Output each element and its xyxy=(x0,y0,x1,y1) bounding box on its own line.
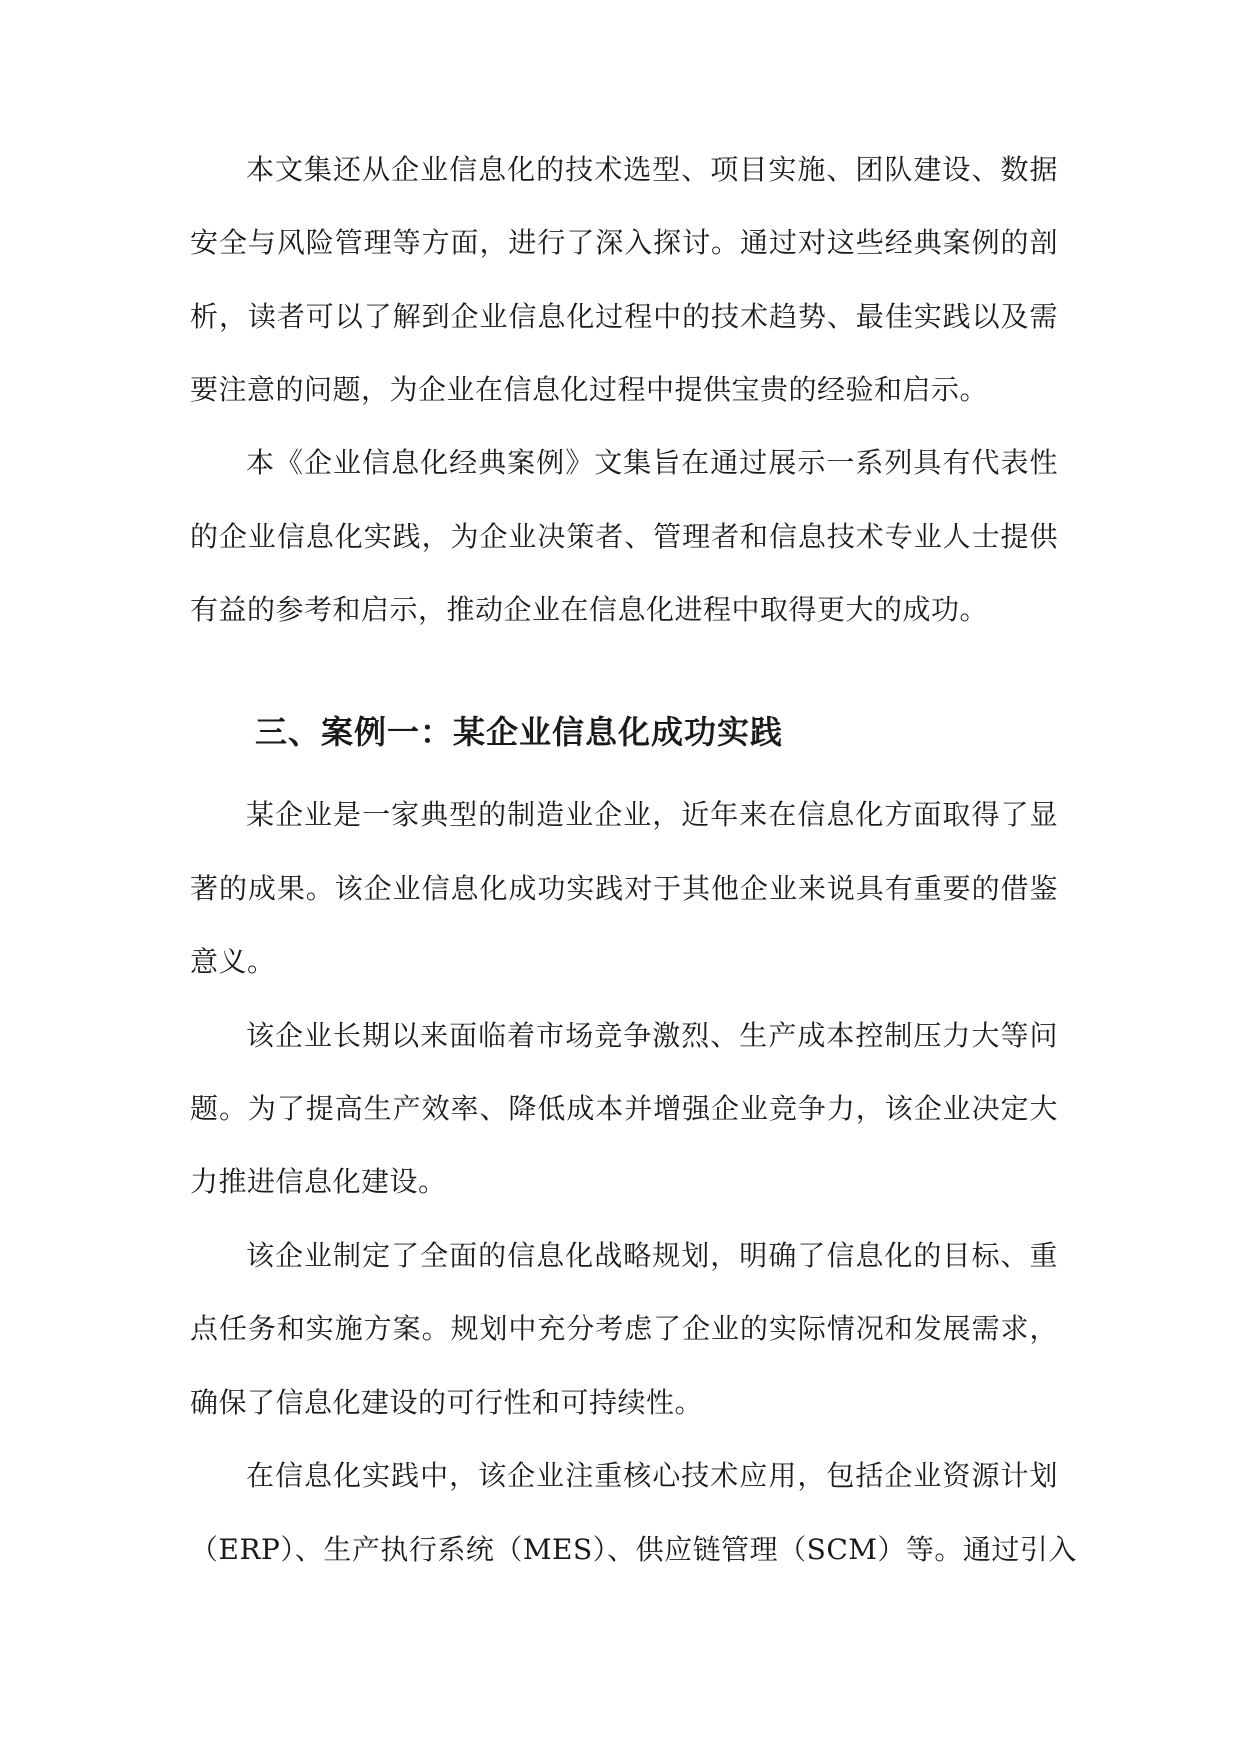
text-line: 析，读者可以了解到企业信息化过程中的技术趋势、最佳实践以及需 xyxy=(190,300,1058,333)
text-line: 确保了信息化建设的可行性和可持续性。 xyxy=(190,1386,704,1419)
text-line: 力推进信息化建设。 xyxy=(190,1165,447,1198)
text-line: 有益的参考和启示，推动企业在信息化进程中取得更大的成功。 xyxy=(190,593,989,626)
text-line: 安全与风险管理等方面，进行了深入探讨。通过对这些经典案例的剖 xyxy=(190,226,1058,259)
text-line: 意义。 xyxy=(190,945,276,978)
text-line: 该企业制定了全面的信息化战略规划，明确了信息化的目标、重 xyxy=(246,1239,1058,1272)
text-line: 在信息化实践中，该企业注重核心技术应用，包括企业资源计划 xyxy=(246,1459,1058,1492)
text-line: 要注意的问题，为企业在信息化过程中提供宝贵的经验和启示。 xyxy=(190,373,989,406)
text-line: 的企业信息化实践，为企业决策者、管理者和信息技术专业人士提供 xyxy=(190,520,1058,553)
text-line: 著的成果。该企业信息化成功实践对于其他企业来说具有重要的借鉴 xyxy=(190,872,1058,905)
text-line: 某企业是一家典型的制造业企业，近年来在信息化方面取得了显 xyxy=(246,798,1058,831)
text-line: 本文集还从企业信息化的技术选型、项目实施、团队建设、数据 xyxy=(246,153,1058,186)
text-line: 题。为了提高生产效率、降低成本并增强企业竞争力，该企业决定大 xyxy=(190,1092,1058,1125)
section-heading: 三、案例一：某企业信息化成功实践 xyxy=(255,713,784,751)
text-line: 点任务和实施方案。规划中充分考虑了企业的实际情况和发展需求， xyxy=(190,1312,1058,1345)
text-line: 该企业长期以来面临着市场竞争激烈、生产成本控制压力大等问 xyxy=(246,1019,1058,1052)
text-line: 本《企业信息化经典案例》文集旨在通过展示一系列具有代表性 xyxy=(246,446,1058,479)
text-line: （ERP）、生产执行系统（MES）、供应链管理（SCM）等。通过引入 xyxy=(190,1533,1077,1566)
